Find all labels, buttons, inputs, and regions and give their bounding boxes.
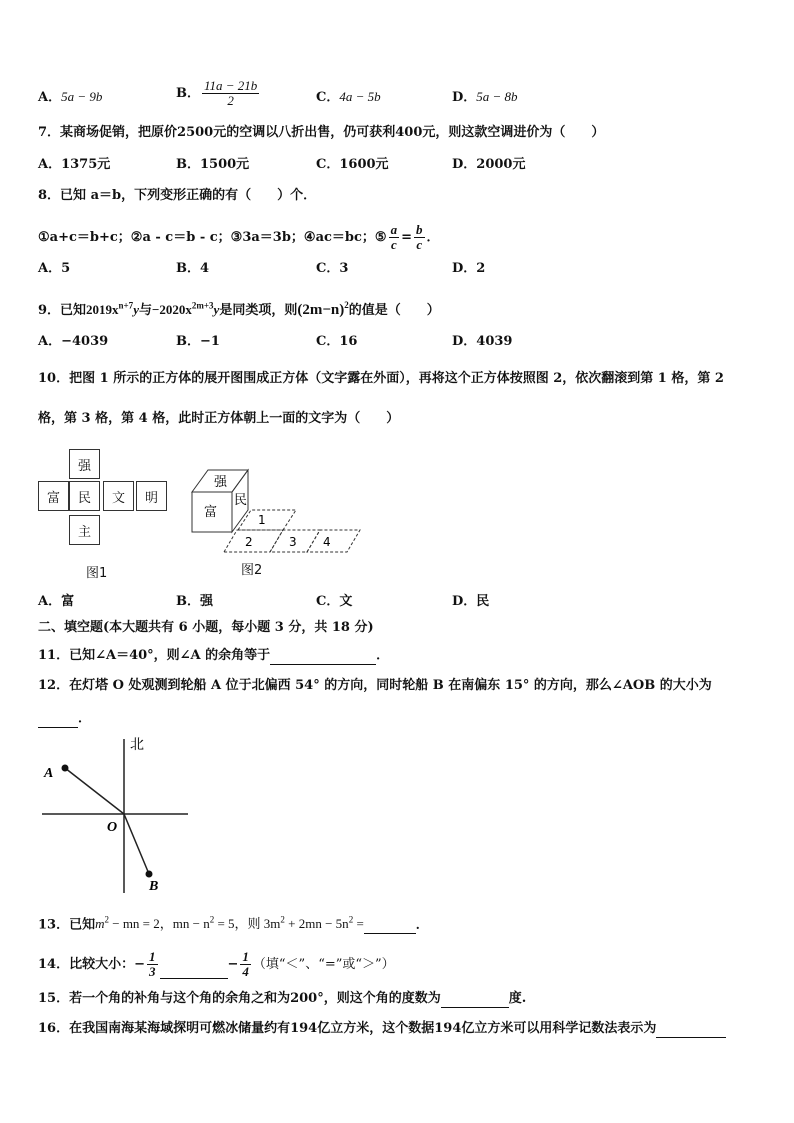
point-a [62, 765, 69, 772]
q7-option-b: B．1500元 [176, 157, 250, 172]
q12-compass-diagram [38, 733, 188, 898]
q10-stem-line2: 格，第 3 格，第 4 格，此时正方体朝上一面的文字为（ ） [38, 411, 400, 426]
net-cell-right1: 文 [103, 481, 134, 511]
net-cell-right2: 明 [136, 481, 167, 511]
cube-front-text: 富 [204, 505, 218, 520]
q16-stem: 16．在我国南海某海域探明可燃冰储量约有194亿立方米，这个数据194亿立方米可以用科学记数法表示为 [38, 1019, 726, 1038]
grid-label-1: 1 [258, 513, 266, 527]
net-cell-left: 富 [38, 481, 69, 511]
q14-answer-blank[interactable] [160, 960, 228, 979]
q12-blank-line: ． [38, 709, 91, 728]
figure-2-rolling-cube [188, 462, 368, 562]
q7-option-c: C．1600元 [316, 157, 389, 172]
q8-stem: 8．已知 a＝b，下列变形正确的有（ ）个． [38, 188, 317, 203]
north-label: 北 [130, 737, 144, 753]
q11-stem: 11．已知∠A＝40°，则∠A 的余角等于 ． [38, 648, 390, 663]
q15-answer-blank[interactable] [441, 989, 509, 1008]
q12-stem: 12．在灯塔 O 处观测到轮船 A 位于北偏西 54° 的方向，同时轮船 B 在南偏东 15° 的方向，那么∠AOB 的大小为 [38, 678, 712, 693]
q10-option-b: B．强 [176, 594, 213, 609]
grid-label-3: 3 [289, 535, 297, 549]
figure-2-caption: 图2 [241, 563, 263, 578]
label-a: A [44, 766, 54, 781]
q15-stem: 15．若一个角的补角与这个角的余角之和为200°，则这个角的度数为 度. [38, 991, 527, 1006]
label-o: O [107, 820, 118, 835]
figure-1-caption: 图1 [86, 566, 108, 581]
section-2-heading: 二、填空题(本大题共有 6 小题，每小题 3 分，共 18 分) [38, 620, 374, 635]
q8-items: ①a+c＝b+c；②a - c＝b - c；③3a＝3b；④ac＝bc；⑤ $\frac{a}{c}$ = $\frac{b}{c}$ ． [38, 222, 440, 252]
grid-label-2: 2 [245, 535, 253, 549]
q9-stem: 9．已知$2019x^{n+7}y$与$-2020x^{2m+3}y$是同类项，则$(2m-n)^2$的值是（ ） [38, 300, 440, 318]
net-cell-bottom: 主 [69, 515, 100, 545]
q10-option-c: C．文 [316, 594, 353, 609]
q13-answer-blank[interactable] [364, 915, 416, 934]
grid-cell-1 [238, 510, 296, 530]
q7-stem: 7．某商场促销，把原价2500元的空调以八折出售，仍可获利400元，则这款空调进价为（ ） [38, 125, 605, 140]
q9-option-c: C．16 [316, 334, 358, 349]
q10-stem-line1: 10．把图 1 所示的正方体的展开图围成正方体（文字露在外面），再将这个正方体按照图 2，依次翻滚到第 1 格，第 2 [38, 371, 724, 386]
q14-stem: 14．比较大小：− $\frac{1}{3}$ − $\frac{1}{4}$ （填“＜”、“=”或“＞”） [38, 949, 395, 979]
net-cell-center: 民 [69, 481, 100, 511]
q13-stem: 13．已知$m^2$ − mn = 2，mn − $n^2 = 5$，则 $3m^2 + 2mn - 5n^2$ = ． [38, 915, 429, 933]
q8-option-d: D．2 [452, 261, 486, 276]
q6-option-b: B． $\frac{11a - 21b}{2}$ [176, 78, 258, 108]
q12-answer-blank[interactable] [38, 709, 78, 728]
q8-option-c: C．3 [316, 261, 349, 276]
q6-option-a: A．5a − 9b [38, 89, 103, 105]
ray-oa [65, 768, 124, 814]
q7-option-d: D．2000元 [452, 157, 526, 172]
q11-answer-blank[interactable] [270, 646, 376, 665]
q6-option-d: D．5a − 8b [452, 89, 518, 105]
q9-option-b: B．−1 [176, 334, 220, 349]
q16-answer-blank[interactable] [656, 1019, 726, 1038]
q8-option-a: A．5 [38, 261, 71, 276]
q9-option-d: D．4039 [452, 334, 513, 349]
grid-cell-4 [307, 530, 360, 552]
cube-top-text: 强 [214, 475, 228, 490]
q10-option-d: D．民 [452, 594, 490, 609]
grid-cell-2 [224, 530, 283, 552]
cube-side-text: 民 [234, 493, 248, 508]
point-b [146, 871, 153, 878]
q8-option-b: B．4 [176, 261, 210, 276]
q9-option-a: A．−4039 [38, 334, 109, 349]
grid-label-4: 4 [323, 535, 331, 549]
q6-option-c: C．4a − 5b [316, 89, 381, 105]
q10-option-a: A．富 [38, 594, 75, 609]
ray-ob [124, 814, 149, 874]
q7-option-a: A．1375元 [38, 157, 111, 172]
net-cell-top: 强 [69, 449, 100, 479]
label-b: B [149, 879, 159, 894]
